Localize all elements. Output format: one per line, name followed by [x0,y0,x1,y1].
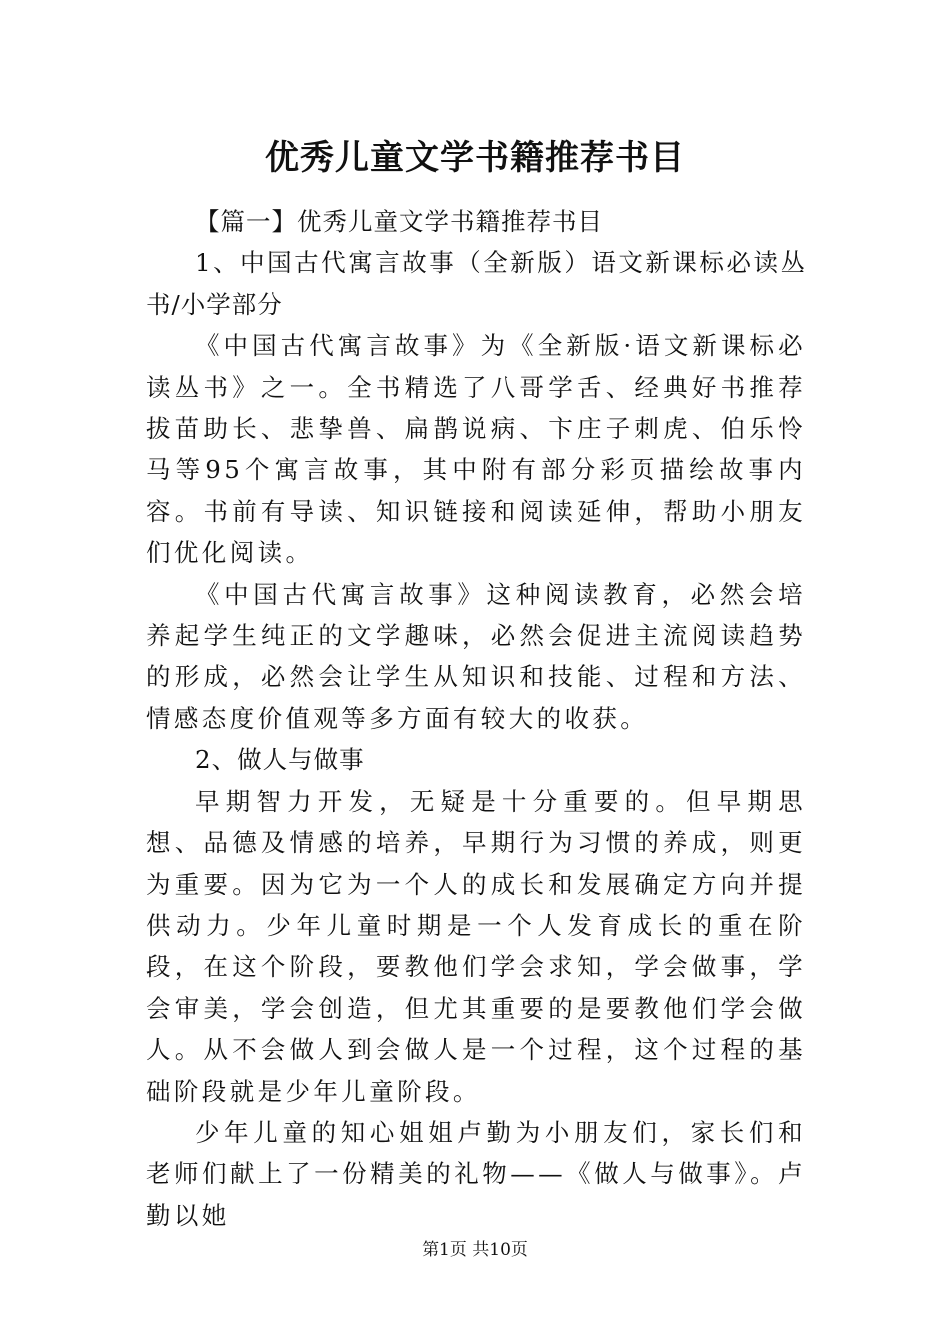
book-2-heading: 2、做人与做事 [195,745,365,775]
paragraph: 《中国古代寓言故事》为《全新版·语文新课标必读丛书》之一。全书精选了八哥学舌、经典好书推荐拔苗助长、悲挚兽、扁鹊说病、卞庄子刺虎、伯乐怜马等95个寓言故事，其中附有部分彩页描绘故事内容。书前有导读、知识链接和阅读延伸，帮助小朋友们优化阅读。 [146,331,806,568]
document-title: 优秀儿童文学书籍推荐书目 [265,138,685,178]
document-body [146,201,806,1236]
paragraph: 少年儿童的知心姐姐卢勤为小朋友们，家长们和老师们献上了一份精美的礼物——《做人与做事》。卢勤以她 [146,1117,806,1230]
paragraph: 《中国古代寓言故事》这种阅读教育，必然会培养起学生纯正的文学趣味，必然会促进主流阅读趋势的形成，必然会让学生从知识和技能、过程和方法、情感态度价值观等多方面有较大的收获。 [146,579,806,733]
page-footer: 第1页 共10页 [422,1240,528,1260]
book-1-heading: 1、中国古代寓言故事（全新版）语文新课标必读丛书/小学部分 [146,248,806,319]
section-heading: 【篇一】优秀儿童文学书籍推荐书目 [195,207,603,236]
paragraph: 早期智力开发，无疑是十分重要的。但早期思想、品德及情感的培养，早期行为习惯的养成，则更为重要。因为它为一个人的成长和发展确定方向并提供动力。少年儿童时期是一个人发育成长的重在阶段，在这个阶段，要教他们学会求知，学会做事，学会审美，学会创造，但尤其重要的是要教他们学会做人。从不会做人到会做人是一个过程，这个过程的基础阶段就是少年儿童阶段。 [146,786,806,1106]
